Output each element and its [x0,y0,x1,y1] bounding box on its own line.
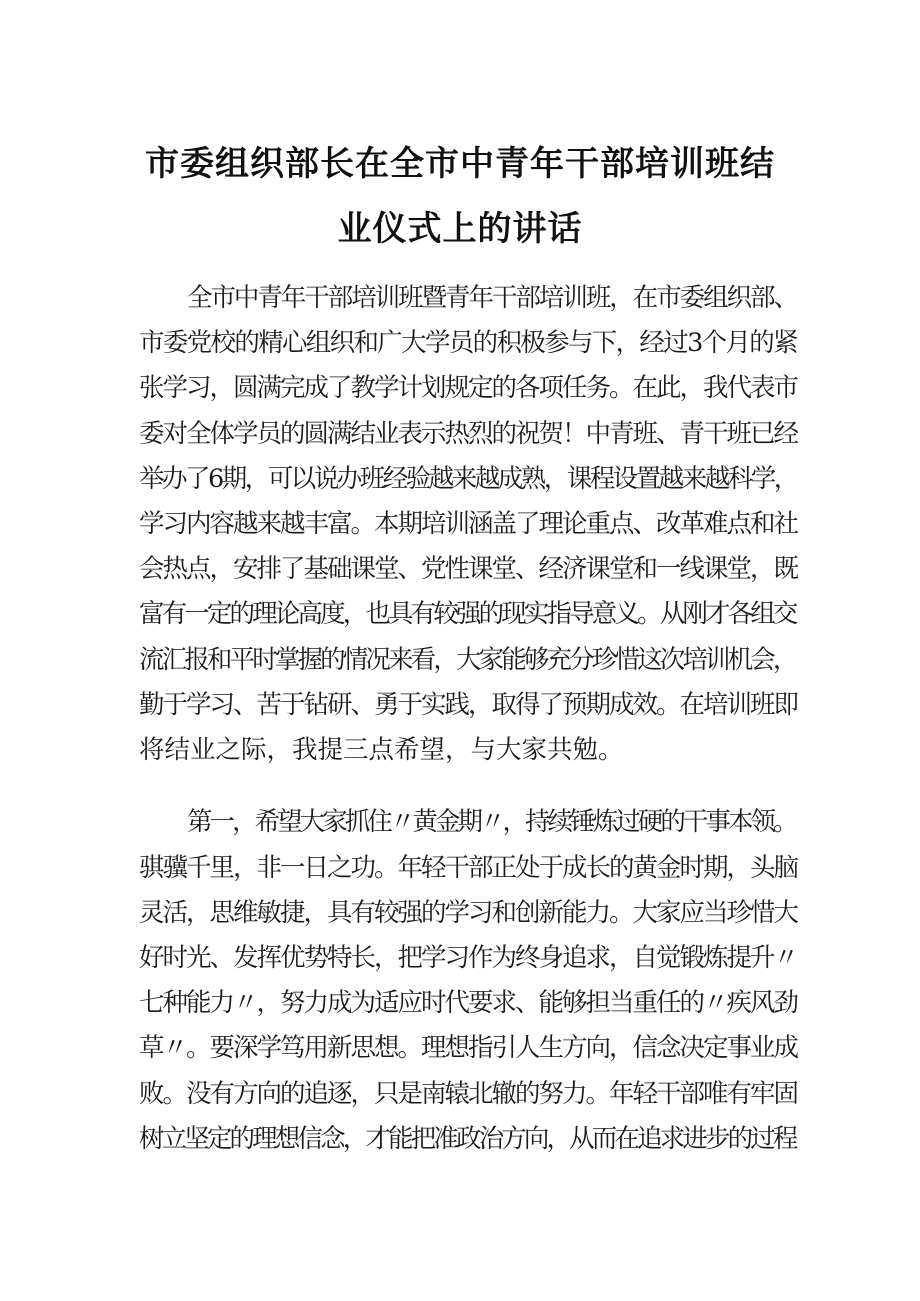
body-text-line: 第一，希望大家抓住〃黄金期〃，持续锤炼过硬的干事本领。 [187,807,796,837]
body-text-line: 骐骥千里，非一日之功。年轻干部正处于成长的黄金时期，头脑 [139,853,798,883]
body-text-line: 学习内容越来越丰富。本期培训涵盖了理论重点、改革难点和社 [139,509,798,539]
body-text-line: 张学习，圆满完成了教学计划规定的各项任务。在此，我代表市 [139,373,798,403]
body-text-line: 市委党校的精心组织和广大学员的积极参与下，经过3个月的紧 [139,328,797,358]
body-text-line: 流汇报和平时掌握的情况来看，大家能够充分珍惜这次培训机会， [139,645,796,675]
body-text-line: 草〃。要深学笃用新思想。理想指引人生方向，信念决定事业成 [139,1033,798,1063]
body-text-line: 富有一定的理论高度，也具有较强的现实指导意义。从刚才各组交 [139,599,796,629]
document-title-line-1: 市委组织部长在全市中青年干部培训班结 [145,144,775,184]
body-text-line: 树立坚定的理想信念，才能把准政治方向，从而在追求进步的过程 [139,1124,796,1154]
body-text-line: 好时光、发挥优势特长，把学习作为终身追求，自觉锻炼提升〃 [139,943,798,973]
body-text-line: 七种能力〃，努力成为适应时代要求、能够担当重任的〃疾风劲 [139,988,798,1018]
body-text-line: 委对全体学员的圆满结业表示热烈的祝贺！中青班、青干班已经 [139,419,798,449]
document-title-line-2: 业仪式上的讲话 [337,209,583,249]
body-text-line: 全市中青年干部培训班暨青年干部培训班，在市委组织部、 [187,283,797,313]
body-text-line: 败。没有方向的追逐，只是南辕北辙的努力。年轻干部唯有牢固 [139,1079,798,1109]
body-text-line: 会热点，安排了基础课堂、党性课堂、经济课堂和一线课堂，既 [139,554,798,584]
body-text-line: 勤于学习、苦于钻研、勇于实践，取得了预期成效。在培训班即 [139,690,798,720]
body-text-line: 灵活，思维敏捷，具有较强的学习和创新能力。大家应当珍惜大 [139,898,798,928]
body-text-line: 将结业之际，我提三点希望，与大家共勉。 [139,735,624,765]
body-text-line: 举办了6期，可以说办班经验越来越成熟，课程设置越来越科学， [139,464,797,494]
